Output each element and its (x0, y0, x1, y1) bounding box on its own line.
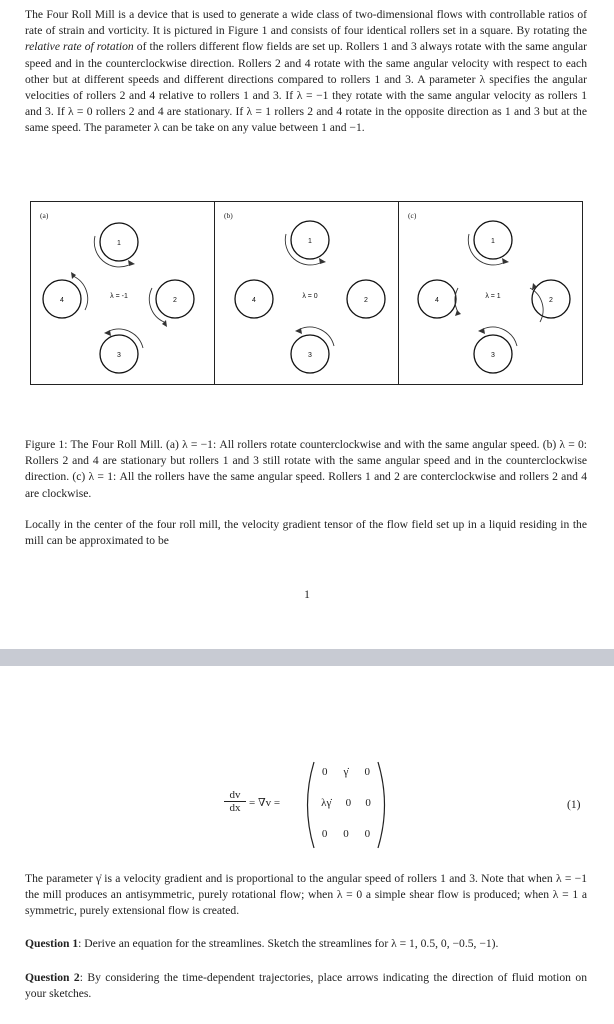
page-number: 1 (304, 588, 310, 601)
matrix-cell: 0 (364, 828, 371, 840)
matrix-cell: 0 (364, 766, 370, 778)
intro-paragraph: The Four Roll Mill is a device that is used to generate a wide class of two-dimensional flows with controllable ratios of rate of strain and vorticity. It is pictured in Figure 1 and consists of four identical rollers set in a square. By rotating the relative rate of rotation of the rollers different flow fields are set up. Rollers 1 and 3 always rotate with the same angular speed and in the counterclockwise direction. Rollers 2 and 4 rotate with the same angular velocity with respect to each other but at different speeds and different directions compared to rollers 1 and 3. A parameter λ specifies the angular velocities of rollers 2 and 4 relative to rollers 1 and 3. If λ = −1 they rotate with the same angular velocity as rollers 1 and 3. If λ = 0 rollers 2 and 4 are stationary. If λ = 1 rollers 2 and 4 rotate in the opposite direction as 1 and 3 but at the same speed. The parameter λ can be take on any value between 1 and −1. (25, 8, 587, 135)
question-2-label: Question 2 (25, 971, 80, 984)
body-paragraph-velocity-gradient: Locally in the center of the four roll mill, the velocity gradient tensor of the flow field set up in a liquid residing in the mill can be approximated to be (25, 518, 587, 548)
roller-2-label: 2 (173, 297, 177, 304)
roller-2-label: 2 (549, 297, 553, 304)
panel-label: (b) (224, 211, 233, 220)
lambda-label: λ = 1 (485, 293, 501, 300)
figure-caption: Figure 1: The Four Roll Mill. (a) λ = −1: All rollers rotate counterclockwise and with the same angular speed. (b) λ = 0: Rollers 2 and 4 are stationary but rollers 1 and 3 still rotate with the same angular speed and in the counterclockwise direction. (c) λ = 1: All the rollers have the same angular speed. Rollers 1 and 2 are conterclockwise and rollers 2 and 4 are clockwise. (25, 438, 587, 500)
question-1: Question 1: Derive an equation for the streamlines. Sketch the streamlines for λ = 1, 0.5, 0, −0.5, −1). (25, 937, 499, 950)
figure-panel-a (31, 202, 214, 384)
roller-diagram-b (215, 202, 399, 384)
roller-3-label: 3 (308, 352, 312, 359)
eq-middle: = ∇v = (249, 797, 281, 809)
roller-4-label: 4 (435, 297, 439, 304)
figure-panel-c (398, 202, 582, 384)
roller-diagram-a (31, 202, 214, 384)
equation-1 (222, 760, 392, 850)
lambda-label: λ = -1 (110, 293, 128, 300)
question-1-label: Question 1 (25, 937, 79, 950)
roller-2-label: 2 (364, 297, 368, 304)
roller-1-label: 1 (117, 240, 121, 247)
matrix-cell: γ̇ (343, 766, 349, 778)
matrix-cell: λγ̇ (321, 797, 332, 809)
matrix-cell: 0 (343, 828, 349, 840)
four-roll-mill-figure (30, 201, 583, 385)
question-2: Question 2: By considering the time-dependent trajectories, place arrows indicating the direction of fluid motion on your sketches. (25, 971, 587, 1001)
lambda-label: λ = 0 (302, 293, 318, 300)
roller-3-label: 3 (117, 352, 121, 359)
roller-4-label: 4 (60, 297, 64, 304)
roller-diagram-c (399, 202, 583, 384)
figure-panel-b (214, 202, 398, 384)
body-paragraph-parameter: The parameter γ̇ is a velocity gradient and is proportional to the angular speed of rollers 1 and 3. Note that when λ = −1 the mill produces an antisymmetric, purely rotational flow; when λ = 0 a simple shear flow is produced; when λ = 1 a symmetric, purely extensional flow is created. (25, 872, 587, 918)
matrix-cell: 0 (345, 797, 352, 809)
eq-lhs-denominator: dx (229, 802, 241, 814)
roller-3-label: 3 (491, 352, 495, 359)
matrix-cell: 0 (322, 766, 328, 778)
equation-number: (1) (567, 798, 581, 811)
panel-label: (c) (408, 211, 417, 220)
page-separator (0, 649, 614, 666)
emphasis-text: relative rate of rotation (25, 40, 134, 54)
roller-1-label: 1 (491, 238, 495, 245)
matrix-cell: 0 (321, 828, 328, 840)
roller-1-label: 1 (308, 238, 312, 245)
panel-label: (a) (40, 211, 49, 220)
roller-4-label: 4 (252, 297, 256, 304)
matrix-cell: 0 (365, 797, 371, 809)
matrix-body (314, 766, 378, 840)
eq-lhs-numerator: dv (224, 789, 246, 802)
